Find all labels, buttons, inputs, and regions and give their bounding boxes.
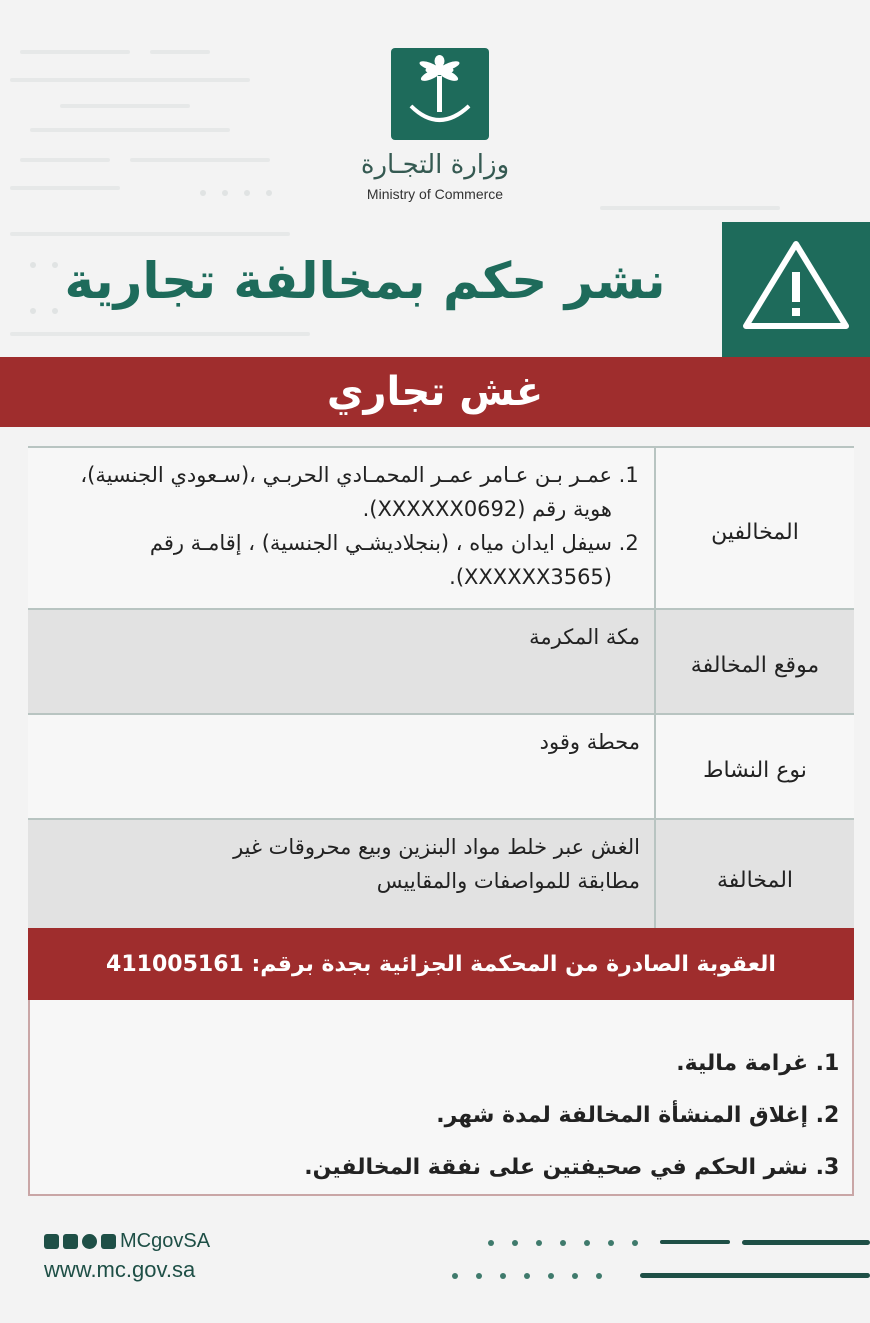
warning-triangle-icon — [722, 222, 870, 357]
warning-box — [722, 222, 870, 357]
row-value: محطة وقود — [539, 730, 640, 754]
twitter-icon[interactable] — [44, 1234, 59, 1249]
table-row-location — [28, 610, 854, 715]
penalty-heading: العقوبة الصادرة من المحكمة الجزائية بجدة برقم: 411005161 — [28, 928, 854, 1000]
row-value: الغش عبر خلط مواد البنزين وبيع محروقات غير مطابقة للمواصفات والمقاييس — [233, 835, 640, 893]
violator-item: 1. عمـر بـن عـامر عمـر المحمـادي الحربـي ،(سـعودي الجنسية)، هوية رقم (XXXXXX0692). — [38, 458, 612, 526]
violation-details-table — [28, 446, 854, 934]
penalty-item: 2. إغلاق المنشأة المخالفة لمدة شهر. — [30, 1090, 808, 1142]
social-handle[interactable]: MCgovSA — [120, 1230, 211, 1252]
violator-item: 2. سيفل ايدان مياه ، (بنجلاديشـي الجنسية) ، إقامـة رقم (XXXXXX3565). — [38, 526, 612, 594]
row-label: المخالفين — [654, 448, 854, 608]
ministry-name-arabic: وزارة التجـارة — [360, 150, 510, 180]
penalty-item: 1. غرامة مالية. — [30, 1038, 808, 1090]
penalty-list — [28, 1000, 854, 1196]
row-label: موقع المخالفة — [654, 610, 854, 713]
palm-swords-icon — [391, 48, 489, 140]
youtube-icon[interactable] — [101, 1234, 116, 1249]
table-row-violation — [28, 820, 854, 934]
instagram-icon[interactable] — [82, 1234, 97, 1249]
row-value: مكة المكرمة — [529, 625, 640, 649]
facebook-icon[interactable] — [63, 1234, 78, 1249]
ministry-emblem-logo — [391, 48, 489, 140]
page-title: نشر حكم بمخالفة تجارية — [64, 252, 666, 310]
violation-type-banner: غش تجاري — [0, 357, 870, 427]
table-row-activity — [28, 715, 854, 820]
social-links[interactable] — [44, 1230, 210, 1253]
row-value — [28, 448, 654, 608]
ministry-name-english: Ministry of Commerce — [366, 186, 504, 202]
website-link[interactable]: www.mc.gov.sa — [44, 1257, 196, 1282]
row-label: نوع النشاط — [654, 715, 854, 818]
row-label: المخالفة — [654, 820, 854, 932]
penalty-item: 3. نشر الحكم في صحيفتين على نفقة المخالفين. — [30, 1142, 808, 1194]
table-row-violators — [28, 446, 854, 610]
